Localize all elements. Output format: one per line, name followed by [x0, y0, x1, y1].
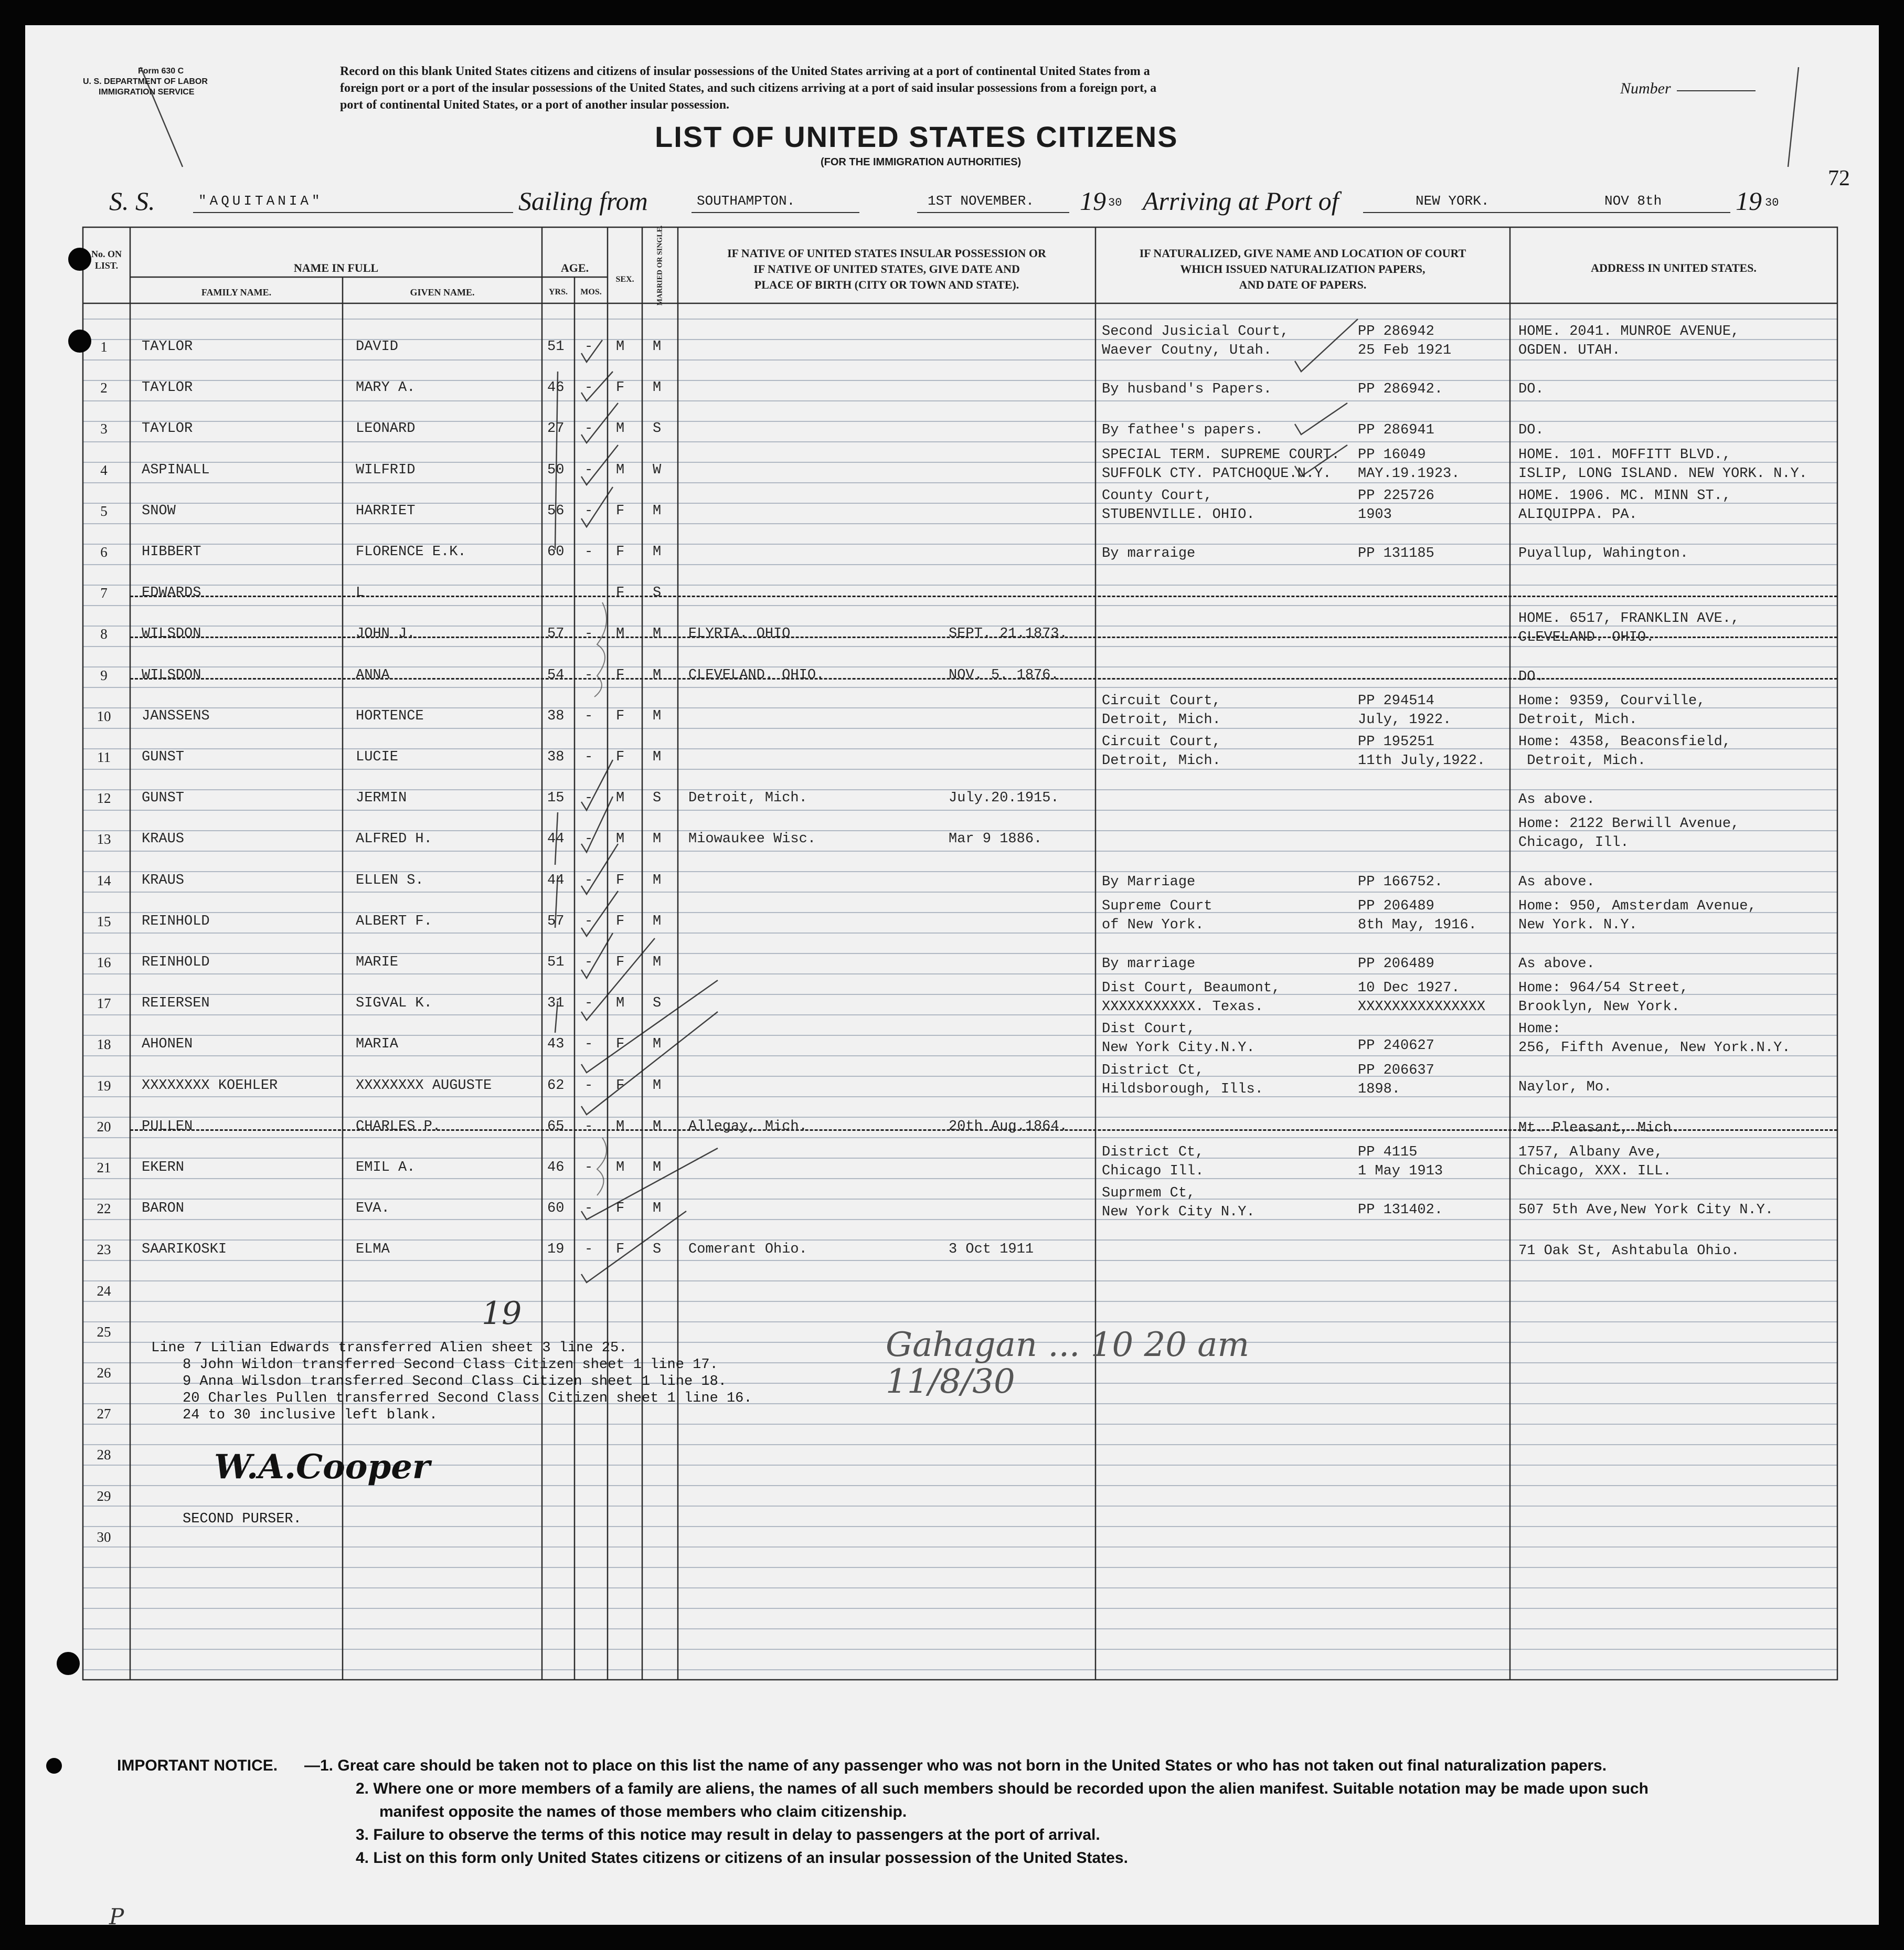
department-label: U. S. DEPARTMENT OF LABOR — [83, 77, 208, 86]
row-address: HOME. 1906. MC. MINN ST., ALIQUIPPA. PA. — [1518, 488, 1731, 523]
row-family: KRAUS — [142, 831, 185, 847]
margin-mark: P — [109, 1904, 124, 1925]
row-family: EDWARDS — [142, 585, 201, 601]
row-yrs: 57 — [547, 913, 565, 929]
row-ms: M — [653, 1077, 662, 1094]
row-number: 15 — [97, 913, 111, 929]
row-given: EVA. — [356, 1201, 390, 1217]
row-mos: - — [584, 955, 593, 970]
transfer-note-1: Line 7 Lilian Edwards transferred Alien sheet 3 line 25. — [151, 1340, 627, 1356]
row-ms: M — [653, 1118, 662, 1135]
row-court: By marraige — [1102, 546, 1196, 561]
row-ms: S — [653, 421, 662, 437]
row-given: JOHN J. — [356, 626, 416, 642]
year-to-prefix: 19 — [1736, 186, 1762, 216]
row-given: XXXXXXXX AUGUSTE — [356, 1077, 492, 1094]
header-given-name: GIVEN NAME. — [410, 287, 475, 298]
row-birth-place: Miowaukee Wisc. — [688, 831, 816, 847]
row-family: EKERN — [142, 1160, 185, 1175]
row-family: GUNST — [142, 749, 185, 765]
row-given: ALBERT F. — [356, 913, 432, 929]
handwritten-stamp: Gahagan ... 10 20 am 11/8/30 — [886, 1326, 1250, 1401]
row-family: REINHOLD — [142, 955, 210, 970]
row-address: 507 5th Ave,New York City N.Y. — [1518, 1202, 1774, 1218]
date-to: NOV 8th — [1604, 193, 1662, 209]
row-given: HORTENCE — [356, 708, 424, 724]
row-yrs: 46 — [547, 380, 565, 396]
number-label: Number — [1620, 80, 1671, 97]
row-number: 8 — [100, 626, 108, 642]
row-mos: - — [584, 339, 593, 355]
row-birth-date: NOV. 5. 1876. — [949, 667, 1059, 683]
row-number: 22 — [97, 1201, 111, 1217]
row-papers: PP 16049 MAY.19.1923. — [1358, 447, 1460, 482]
row-mos: - — [584, 626, 593, 642]
row-mos: - — [584, 1036, 593, 1053]
row-court: Circuit Court, Detroit, Mich. — [1102, 734, 1221, 769]
row-ms: M — [653, 380, 662, 396]
row-mos: - — [584, 708, 593, 724]
notice-label: IMPORTANT NOTICE. — [117, 1757, 278, 1774]
row-sex: F — [616, 1077, 625, 1094]
row-ms: S — [653, 995, 662, 1012]
notice-item-4: 4. List on this form only United States citizens or citizens of an insular possession of the United States. — [356, 1849, 1128, 1867]
row-address: Puyallup, Wahington. — [1518, 546, 1689, 561]
row-given: JERMIN — [356, 790, 407, 807]
row-family: TAYLOR — [142, 380, 193, 396]
row-yrs: 51 — [547, 339, 565, 355]
row-number: 26 — [97, 1365, 111, 1381]
row-address: Home: 964/54 Street, Brooklyn, New York. — [1518, 980, 1689, 1015]
row-number: 3 — [100, 421, 108, 437]
punch-hole — [46, 1758, 62, 1774]
port-from: SOUTHAMPTON. — [697, 193, 795, 209]
row-court: District Ct, Hildsborough, Ills. — [1102, 1062, 1263, 1097]
row-yrs: 54 — [547, 667, 565, 683]
row-papers: PP 286942. — [1358, 381, 1443, 398]
row-mos: - — [584, 913, 593, 929]
row-papers: PP 286942 25 Feb 1921 — [1358, 324, 1452, 358]
row-birth-date: Mar 9 1886. — [949, 831, 1043, 847]
row-number: 10 — [97, 708, 111, 724]
manifest-sheet — [25, 25, 1879, 1925]
row-given: LEONARD — [356, 421, 416, 437]
row-mos: - — [584, 503, 593, 519]
row-ms: M — [653, 831, 662, 847]
row-sex: M — [616, 995, 625, 1012]
row-number: 28 — [97, 1447, 111, 1463]
row-mos: - — [584, 995, 593, 1012]
row-number: 5 — [100, 503, 108, 519]
date-from: 1ST NOVEMBER. — [928, 193, 1034, 209]
row-court: By husband's Papers. — [1102, 381, 1272, 398]
row-given: MARIE — [356, 955, 399, 970]
row-court: County Court, STUBENVILLE. OHIO. — [1102, 488, 1255, 523]
row-number: 21 — [97, 1160, 111, 1175]
header-no: No. ON LIST. — [91, 249, 122, 271]
row-mos: - — [584, 790, 593, 807]
header-yrs: YRS. — [548, 288, 568, 296]
row-mos: - — [584, 749, 593, 765]
row-ms: S — [653, 1242, 662, 1258]
row-number: 1 — [100, 339, 108, 355]
row-family: BARON — [142, 1201, 185, 1217]
row-family: XXXXXXXX KOEHLER — [142, 1077, 278, 1094]
punch-hole — [68, 248, 91, 271]
row-yrs: 44 — [547, 831, 565, 847]
row-mos: - — [584, 667, 593, 683]
row-birth-date: 20th Aug.1864. — [949, 1118, 1068, 1135]
row-number: 24 — [97, 1283, 111, 1299]
arriving-label: Arriving at Port of — [1143, 186, 1339, 216]
row-mos: - — [584, 872, 593, 888]
row-sex: F — [616, 872, 625, 888]
purser-signature: W.A.Cooper — [214, 1447, 430, 1487]
row-papers: PP 206489 8th May, 1916. — [1358, 898, 1477, 933]
row-given: FLORENCE E.K. — [356, 544, 466, 560]
row-sex: F — [616, 1201, 625, 1217]
year-from: 30 — [1108, 196, 1122, 209]
row-family: ASPINALL — [142, 462, 210, 478]
row-papers: PP 4115 1 May 1913 — [1358, 1144, 1443, 1179]
header-naturalized: IF NATURALIZED, GIVE NAME AND LOCATION OF COURT WHICH ISSUED NATURALIZATION PAPERS, AND DATE OF PAPERS. — [1139, 247, 1466, 291]
row-court: Supreme Court of New York. — [1102, 898, 1212, 933]
row-papers: PP 286941 — [1358, 422, 1434, 439]
row-ms: M — [653, 339, 662, 355]
instructions-line-2: foreign port or a port of the insular possessions of the United States, and such citizens arriving at a port of said insular possessions from a foreign port, a — [340, 81, 1157, 95]
row-yrs: 38 — [547, 749, 565, 765]
row-family: AHONEN — [142, 1036, 193, 1053]
row-sex: M — [616, 1160, 625, 1175]
strikethrough-line — [130, 596, 1837, 597]
row-address: HOME. 2041. MUNROE AVENUE, OGDEN. UTAH. — [1518, 324, 1740, 358]
row-ms: M — [653, 544, 662, 560]
row-sex: M — [616, 626, 625, 642]
row-papers: PP 131185 — [1358, 546, 1434, 561]
port-to: NEW YORK. — [1416, 193, 1490, 209]
row-number: 19 — [97, 1077, 111, 1094]
row-yrs: 15 — [547, 790, 565, 807]
form-number: Form 630 C — [138, 67, 184, 76]
row-family: TAYLOR — [142, 421, 193, 437]
row-sex: M — [616, 790, 625, 807]
header-address: ADDRESS IN UNITED STATES. — [1591, 261, 1757, 274]
row-address: Home: 256, Fifth Avenue, New York.N.Y. — [1518, 1021, 1791, 1056]
row-address: DO. — [1518, 422, 1544, 439]
row-mos: - — [584, 1077, 593, 1094]
header-name-in-full: NAME IN FULL — [293, 261, 379, 274]
transfer-note-2: 8 John Wildon transferred Second Class Citizen sheet 1 line 17. — [183, 1357, 718, 1373]
row-address: As above. — [1518, 874, 1595, 890]
row-family: WILSDON — [142, 667, 201, 683]
row-family: TAYLOR — [142, 339, 193, 355]
row-papers: PP 166752. — [1358, 874, 1443, 890]
row-court: Dist Court, Beaumont, XXXXXXXXXXX. Texas. — [1102, 980, 1281, 1015]
row-yrs: 60 — [547, 544, 565, 560]
row-court: By Marriage — [1102, 874, 1196, 890]
row-court: Suprmem Ct, New York City N.Y. — [1102, 1185, 1255, 1221]
row-sex: M — [616, 831, 625, 847]
row-ms: M — [653, 626, 662, 642]
handwritten-age-note: 19 — [482, 1295, 522, 1332]
row-sex: F — [616, 1036, 625, 1053]
header-birth: IF NATIVE OF UNITED STATES INSULAR POSSESSION OR IF NATIVE OF UNITED STATES, GIVE DATE AND PLACE OF BIRTH (CITY OR TOWN AND STATE). — [727, 247, 1046, 291]
row-address: Home: 2122 Berwill Avenue, Chicago, Ill. — [1518, 816, 1740, 851]
header-married — [642, 227, 678, 303]
row-mos: - — [584, 544, 593, 560]
row-birth-place: Allegay, Mich. — [688, 1118, 807, 1135]
row-court: District Ct, Chicago Ill. — [1102, 1144, 1204, 1179]
row-yrs: 65 — [547, 1118, 565, 1135]
row-number: 4 — [100, 462, 108, 478]
row-birth-date: 3 Oct 1911 — [949, 1242, 1034, 1258]
row-court: SPECIAL TERM. SUPREME COURT. SUFFOLK CTY. PATCHOQUE.N.Y. — [1102, 447, 1340, 482]
row-ms: M — [653, 667, 662, 683]
row-ms: M — [653, 1036, 662, 1053]
row-papers: PP 195251 11th July,1922. — [1358, 734, 1486, 769]
row-ms: M — [653, 1201, 662, 1217]
sailing-from-label: Sailing from — [518, 186, 648, 216]
row-mos: - — [584, 380, 593, 396]
row-mos: - — [584, 1118, 593, 1135]
row-address: Home: 4358, Beaconsfield, Detroit, Mich. — [1518, 734, 1731, 769]
row-address: Home: 9359, Courville, Detroit, Mich. — [1518, 693, 1706, 728]
row-sex: F — [616, 913, 625, 929]
row-number: 27 — [97, 1406, 111, 1422]
punch-hole — [57, 1652, 80, 1675]
ruled-table-grid — [25, 25, 1879, 1925]
row-yrs: 31 — [547, 995, 565, 1012]
row-given: ANNA — [356, 667, 390, 683]
header-mos: MOS. — [580, 288, 602, 296]
row-sex: F — [616, 544, 625, 560]
row-sex: F — [616, 749, 625, 765]
row-address: 1757, Albany Ave, Chicago, XXX. ILL. — [1518, 1144, 1672, 1179]
row-address: Naylor, Mo. — [1518, 1079, 1612, 1095]
row-papers: PP 240627 — [1358, 1038, 1434, 1054]
header-sex: SEX. — [615, 275, 634, 284]
row-number: 18 — [97, 1036, 111, 1053]
row-ms: M — [653, 749, 662, 765]
ship-name: "AQUITANIA" — [198, 193, 323, 209]
row-family: SNOW — [142, 503, 176, 519]
row-court: Second Jusicial Court, Waever Coutny, Utah. — [1102, 324, 1289, 358]
row-number: 14 — [97, 872, 111, 888]
row-given: HARRIET — [356, 503, 416, 519]
row-sex: M — [616, 339, 625, 355]
row-birth-place: ELYRIA. OHIO — [688, 626, 791, 642]
row-given: LUCIE — [356, 749, 399, 765]
row-sex: F — [616, 955, 625, 970]
year-to: 30 — [1765, 196, 1779, 209]
row-court: Dist Court, New York City.N.Y. — [1102, 1021, 1255, 1056]
row-court: By marriage — [1102, 956, 1196, 972]
row-yrs: 46 — [547, 1160, 565, 1175]
row-number: 7 — [100, 585, 108, 601]
row-number: 29 — [97, 1488, 111, 1504]
row-number: 2 — [100, 380, 108, 396]
row-ms: M — [653, 955, 662, 970]
row-sex: F — [616, 380, 625, 396]
row-address: Home: 950, Amsterdam Avenue, New York. N.Y. — [1518, 898, 1757, 933]
row-number: 17 — [97, 995, 111, 1012]
header-family-name: FAMILY NAME. — [201, 287, 272, 298]
row-sex: F — [616, 667, 625, 683]
row-number: 9 — [100, 667, 108, 683]
row-sex: F — [616, 708, 625, 724]
row-yrs: 51 — [547, 955, 565, 970]
punch-hole — [68, 330, 91, 353]
row-family: HIBBERT — [142, 544, 201, 560]
row-family: REINHOLD — [142, 913, 210, 929]
row-ms: M — [653, 708, 662, 724]
year-from-prefix: 19 — [1080, 186, 1106, 216]
row-address: DO. — [1518, 381, 1544, 398]
row-ms: M — [653, 1160, 662, 1175]
row-number: 20 — [97, 1118, 111, 1135]
page-title: LIST OF UNITED STATES CITIZENS — [655, 120, 1178, 153]
row-yrs: 56 — [547, 503, 565, 519]
row-papers: PP 225726 1903 — [1358, 488, 1434, 523]
row-family: PULLEN — [142, 1118, 193, 1135]
row-address: Mt. Pleasant, Mich. — [1518, 1120, 1680, 1136]
service-label: IMMIGRATION SERVICE — [99, 88, 195, 97]
row-ms: S — [653, 790, 662, 807]
row-number: 6 — [100, 544, 108, 560]
row-mos: - — [584, 462, 593, 478]
row-given: WILFRID — [356, 462, 416, 478]
row-ms: W — [653, 462, 662, 478]
row-number: 23 — [97, 1242, 111, 1258]
row-family: WILSDON — [142, 626, 201, 642]
transfer-note-4: 20 Charles Pullen transferred Second Class Citizen sheet 1 line 16. — [183, 1391, 752, 1406]
instructions-line-1: Record on this blank United States citizens and citizens of insular possessions of the United States arriving at a port of continental United States from a — [340, 65, 1150, 78]
row-court: Circuit Court, Detroit, Mich. — [1102, 693, 1221, 728]
row-address: DO. — [1518, 669, 1544, 685]
row-number: 13 — [97, 831, 111, 847]
row-yrs: 43 — [547, 1036, 565, 1053]
row-sex: F — [616, 585, 625, 601]
row-yrs: 44 — [547, 872, 565, 888]
row-papers: PP 206489 — [1358, 956, 1434, 972]
row-number: 30 — [97, 1529, 111, 1545]
row-address: 71 Oak St, Ashtabula Ohio. — [1518, 1243, 1740, 1259]
row-number: 25 — [97, 1323, 111, 1340]
row-ms: M — [653, 503, 662, 519]
row-address: As above. — [1518, 792, 1595, 808]
header-married-text: MARRIED OR SINGLE. — [656, 225, 664, 305]
row-court: By fathee's papers. — [1102, 422, 1263, 439]
row-yrs: 60 — [547, 1201, 565, 1217]
row-papers: PP 294514 July, 1922. — [1358, 693, 1452, 728]
transfer-note-3: 9 Anna Wilsdon transferred Second Class Citizen sheet 1 line 18. — [183, 1374, 727, 1390]
row-yrs: 19 — [547, 1242, 565, 1258]
row-sex: M — [616, 421, 625, 437]
row-sex: F — [616, 1242, 625, 1258]
row-birth-date: July.20.1915. — [949, 790, 1059, 807]
strikethrough-line — [130, 1129, 1837, 1131]
row-sex: F — [616, 503, 625, 519]
row-mos: - — [584, 1242, 593, 1258]
row-family: REIERSEN — [142, 995, 210, 1012]
ss-label: S. S. — [109, 186, 155, 216]
row-family: SAARIKOSKI — [142, 1242, 227, 1258]
row-mos: - — [584, 421, 593, 437]
row-yrs: 57 — [547, 626, 565, 642]
row-yrs: 38 — [547, 708, 565, 724]
row-ms: M — [653, 872, 662, 888]
row-birth-place: CLEVELAND. OHIO. — [688, 667, 825, 683]
row-family: GUNST — [142, 790, 185, 807]
row-address: As above. — [1518, 956, 1595, 972]
strikethrough-line — [130, 678, 1837, 680]
row-address: HOME. 6517, FRANKLIN AVE., CLEVELAND. OHIO. — [1518, 611, 1740, 646]
row-yrs: 50 — [547, 462, 565, 478]
row-number: 12 — [97, 790, 111, 807]
row-given: L — [356, 585, 365, 601]
transfer-note-5: 24 to 30 inclusive left blank. — [183, 1407, 438, 1423]
row-mos: - — [584, 1201, 593, 1217]
notice-item-2-cont: manifest opposite the names of those members who claim citizenship. — [379, 1803, 907, 1820]
notice-item-2: 2. Where one or more members of a family are aliens, the names of all such members should be recorded upon the alien manifest. Suitable notation may be made upon such — [356, 1780, 1648, 1797]
row-birth-place: Comerant Ohio. — [688, 1242, 807, 1258]
row-ms: M — [653, 913, 662, 929]
row-given: SIGVAL K. — [356, 995, 432, 1012]
row-family: KRAUS — [142, 872, 185, 888]
row-yrs: 62 — [547, 1077, 565, 1094]
row-given: MARY A. — [356, 380, 416, 396]
row-papers: PP 206637 1898. — [1358, 1062, 1434, 1097]
row-sex: M — [616, 462, 625, 478]
row-address: HOME. 101. MOFFITT BLVD., ISLIP, LONG ISLAND. NEW YORK. N.Y. — [1518, 447, 1807, 482]
row-given: EMIL A. — [356, 1160, 416, 1175]
row-ms: S — [653, 585, 662, 601]
page-subtitle: (FOR THE IMMIGRATION AUTHORITIES) — [821, 156, 1022, 168]
instructions-line-3: port of continental United States, or a port of another insular possession. — [340, 98, 730, 112]
purser-title: SECOND PURSER. — [183, 1511, 302, 1527]
row-number: 16 — [97, 955, 111, 970]
row-given: MARIA — [356, 1036, 399, 1053]
row-birth-place: Detroit, Mich. — [688, 790, 807, 807]
row-given: ELMA — [356, 1242, 390, 1258]
notice-item-1: —1. Great care should be taken not to place on this list the name of any passenger who was not born in the United States or who has not taken out final naturalization papers. — [304, 1757, 1607, 1774]
row-sex: M — [616, 1118, 625, 1135]
row-family: JANSSENS — [142, 708, 210, 724]
strikethrough-line — [130, 637, 1837, 638]
row-papers: 10 Dec 1927. XXXXXXXXXXXXXXX — [1358, 980, 1486, 1015]
row-given: DAVID — [356, 339, 399, 355]
row-given: ELLEN S. — [356, 872, 424, 888]
header-age: AGE. — [560, 261, 589, 274]
notice-item-3: 3. Failure to observe the terms of this notice may result in delay to passengers at the port of arrival. — [356, 1826, 1100, 1843]
row-given: CHARLES P. — [356, 1118, 441, 1135]
row-mos: - — [584, 831, 593, 847]
row-given: ALFRED H. — [356, 831, 432, 847]
row-birth-date: SEPT. 21.1873. — [949, 626, 1068, 642]
row-number: 11 — [97, 749, 111, 765]
row-mos: - — [584, 1160, 593, 1175]
page-number: 72 — [1828, 166, 1850, 190]
row-yrs: 27 — [547, 421, 565, 437]
row-papers: PP 131402. — [1358, 1202, 1443, 1218]
